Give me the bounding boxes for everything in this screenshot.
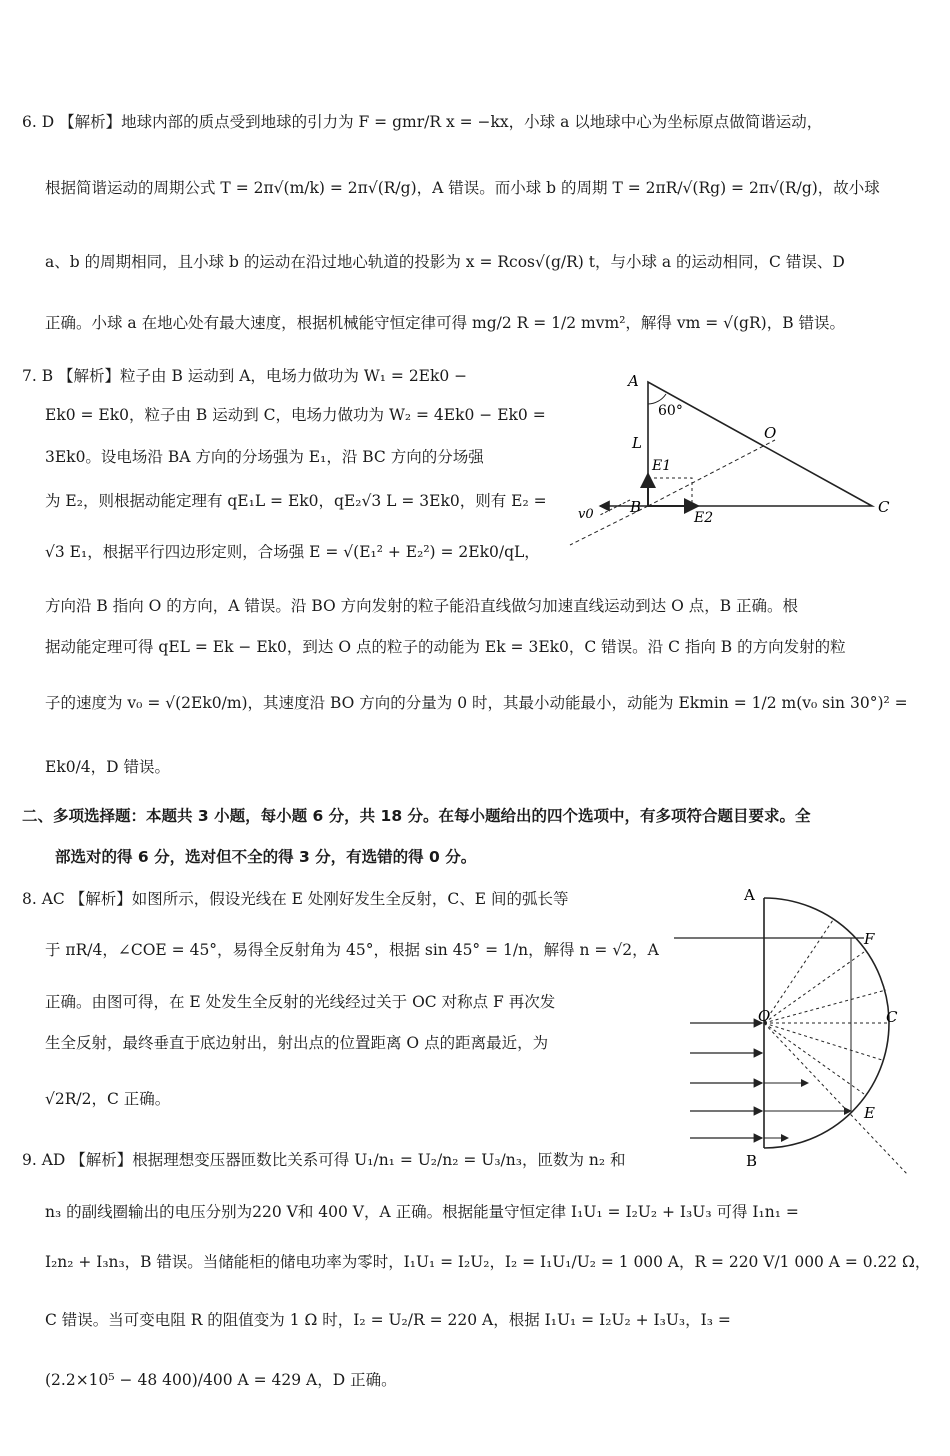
arrow-v0-component xyxy=(600,500,630,515)
q6-line-2: 根据简谐运动的周期公式 T = 2π√(m/k) = 2π√(R/g)，A 错误。而小球 b 的周期 T = 2πR/√(Rg) = 2π√(R/g)，故小球 xyxy=(45,179,880,197)
label-c: C xyxy=(878,498,890,516)
label-v0: v0 xyxy=(578,507,594,522)
q8-line-4: 生全反射，最终垂直于底边射出，射出点的位置距离 O 点的距离最近，为 xyxy=(45,1034,549,1052)
q9-line-4: C 错误。当可变电阻 R 的阻值变为 1 Ω 时，I₂ = U₂/R = 220 A，根据 I₁U₁ = I₂U₂ + I₃U₃，I₃ = xyxy=(45,1311,731,1329)
q6-line-4: 正确。小球 a 在地心处有最大速度，根据机械能守恒定律可得 mg/2 R = 1/2 mvm²，解得 vm = √(gR)，B 错误。 xyxy=(45,314,846,332)
internal-rays xyxy=(764,938,851,1138)
q7-line-9: Ek0/4，D 错误。 xyxy=(45,758,171,776)
q6-line-1: 6. D 【解析】地球内部的质点受到地球的引力为 F = gmr/R x = −kx，小球 a 以地球中心为坐标原点做简谐运动， xyxy=(22,113,823,131)
q8-line-3: 正确。由图可得，在 E 处发生全反射的光线经过关于 OC 对称点 F 再次发 xyxy=(45,993,556,1011)
parallelogram-dashed xyxy=(648,478,692,506)
label-l: L xyxy=(632,434,642,452)
q7-triangle-figure xyxy=(560,360,900,550)
label-c: C xyxy=(886,1008,898,1026)
label-f: F xyxy=(864,930,875,948)
q7-line-7: 据动能定理可得 qEL = Ek − Ek0，到达 O 点的粒子的动能为 Ek = 3Ek0，C 错误。沿 C 指向 B 的方向发射的粒 xyxy=(45,638,846,656)
label-e1: E1 xyxy=(652,458,672,474)
section-2-line-1: 二、多项选择题：本题共 3 小题，每小题 6 分，共 18 分。在每小题给出的四个选项中，有多项符合题目要求。全 xyxy=(22,807,811,825)
label-a: A xyxy=(628,372,639,390)
label-o: O xyxy=(764,424,777,442)
q9-line-5: (2.2×10⁵ − 48 400)/400 A = 429 A，D 正确。 xyxy=(45,1371,397,1389)
label-a: A xyxy=(744,886,755,904)
q9-line-1: 9. AD 【解析】根据理想变压器匝数比关系可得 U₁/n₁ = U₂/n₂ = U₃/n₃，匝数为 n₂ 和 xyxy=(22,1151,626,1169)
q7-line-1: 7. B 【解析】粒子由 B 运动到 A，电场力做功为 W₁ = 2Ek0 − xyxy=(22,367,468,385)
label-b: B xyxy=(746,1152,758,1170)
q8-line-2: 于 πR/4，∠COE = 45°，易得全反射角为 45°，根据 sin 45° = 1/n，解得 n = √2，A xyxy=(45,941,659,959)
label-o: O xyxy=(758,1007,771,1025)
triangle-abc xyxy=(648,382,872,506)
q7-line-5: √3 E₁，根据平行四边形定则，合场强 E = √(E₁² + E₂²) = 2Ek0/qL， xyxy=(45,543,540,561)
q8-line-5: √2R/2，C 正确。 xyxy=(45,1090,171,1108)
q7-line-3: 3Ek0。设电场沿 BA 方向的分场强为 E₁，沿 BC 方向的分场强 xyxy=(45,448,484,466)
q9-line-2: n₃ 的副线圈输出的电压分别为220 V和 400 V，A 正确。根据能量守恒定律 I₁U₁ = I₂U₂ + I₃U₃ 可得 I₁n₁ = xyxy=(45,1203,799,1221)
label-b: B xyxy=(630,498,642,516)
q7-line-8: 子的速度为 v₀ = √(2Ek0/m)，其速度沿 BO 方向的分量为 0 时，其最小动能最小，动能为 Ekmin = 1/2 m(v₀ sin 30°)² = xyxy=(45,694,908,712)
q8-line-1: 8. AC 【解析】如图所示，假设光线在 E 处刚好发生全反射，C、E 间的弧长等 xyxy=(22,890,569,908)
q6-line-3: a、b 的周期相同，且小球 b 的运动在沿过地心轨道的投影为 x = Rcos√(g/R) t，与小球 a 的运动相同，C 错误、D xyxy=(45,253,845,271)
q7-line-6: 方向沿 B 指向 O 的方向，A 错误。沿 BO 方向发射的粒子能沿直线做匀加速直线运动到达 O 点，B 正确。根 xyxy=(45,597,799,615)
section-2-line-2: 部选对的得 6 分，选对但不全的得 3 分，有选错的得 0 分。 xyxy=(55,848,477,866)
q8-semicircle-figure xyxy=(668,880,918,1180)
q7-line-4: 为 E₂，则根据动能定理有 qE₁L = Ek0，qE₂√3 L = 3Ek0，则有 E₂ = xyxy=(45,492,547,510)
label-angle: 60° xyxy=(658,403,683,419)
label-e: E xyxy=(864,1104,875,1122)
incident-rays xyxy=(690,1023,762,1138)
label-e2: E2 xyxy=(694,510,714,526)
q7-line-2: Ek0 = Ek0，粒子由 B 运动到 C，电场力做功为 W₂ = 4Ek0 − Ek0 = xyxy=(45,406,546,424)
q9-line-3: I₂n₂ + I₃n₃，B 错误。当储能柜的储电功率为零时，I₁U₁ = I₂U₂，I₂ = I₁U₁/U₂ = 1 000 A，R = 220 V/1 000 A = 0.22 Ω， xyxy=(45,1253,931,1271)
